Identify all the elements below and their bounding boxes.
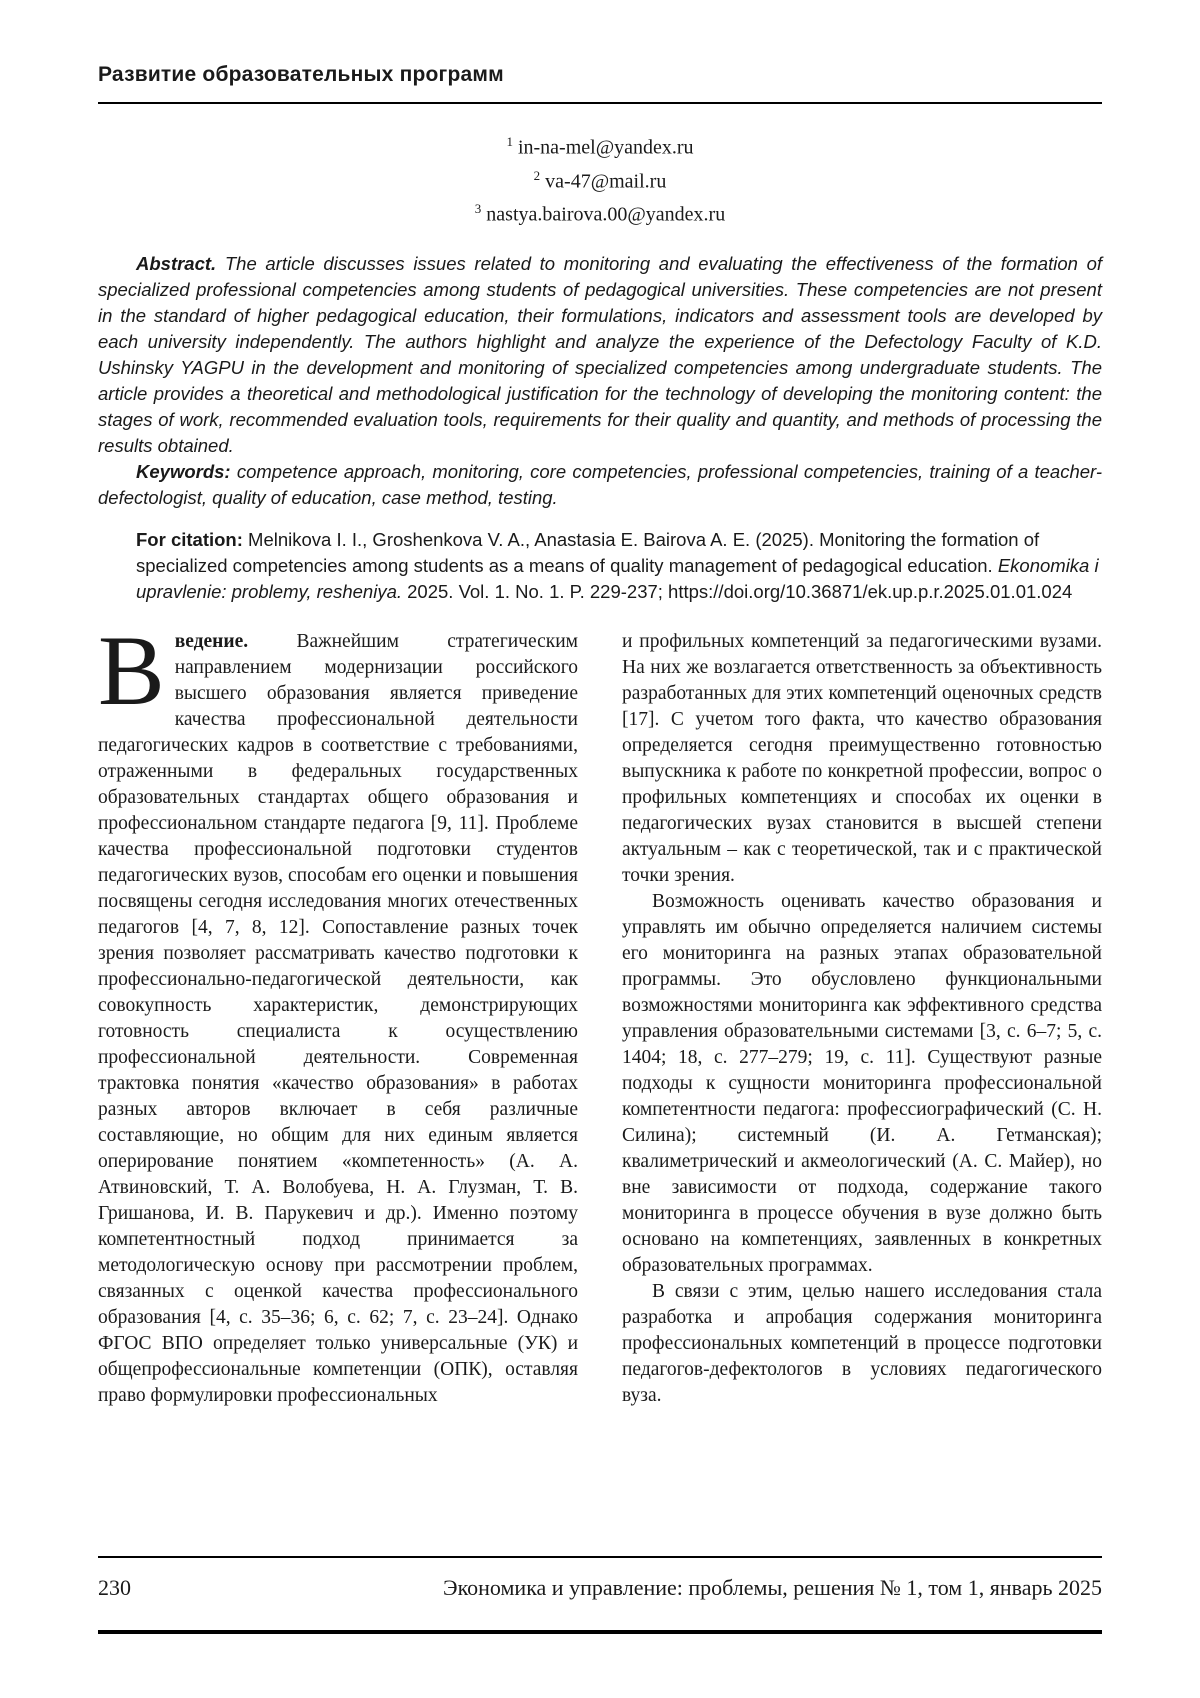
header-rule xyxy=(98,102,1102,104)
footer-rule-top xyxy=(98,1556,1102,1558)
body-paragraph: Возможность оценивать качество образования и управлять им обычно определяется наличием системы его мониторинга на разных этапах образовательной программы. Это обусловлено функциональными возможностями мониторинга как эффективного средства управления образовательными системами [3, с. 6–7; 5, с. 1404; 18, с. 277–279; 19, с. 11]. Существуют разные подходы к сущности мониторинга профессиональной компетентности педагога: профессиографический (С. Н. Силина); системный (И. А. Гетманская); квалиметрический и акмеологический (А. С. Майер), но вне зависимости от подхода, содержание такого мониторинга в процессе обучения в вузе должно быть основано на компетенциях, заявленных в конкретных образовательных программах. xyxy=(622,890,1102,1276)
abstract-block xyxy=(98,251,1102,511)
body-paragraph: В связи с этим, целью нашего исследования стала разработка и апробация содержания мониторинга профессиональных компетенций в процессе подготовки педагогов-дефектологов в условиях педагогического вуза. xyxy=(622,1280,1102,1406)
body-right-column xyxy=(622,629,1102,1409)
citation-label: For citation: xyxy=(136,528,243,550)
email-address: in-na-mel@yandex.ru xyxy=(517,136,694,159)
article-body xyxy=(98,614,1102,1409)
keywords-text: competence approach, monitoring, core competencies, professional competencies, training of a teacher-defectologist, quality of education, case method, testing. xyxy=(98,460,1103,508)
author-email xyxy=(98,128,1102,162)
citation-paragraph xyxy=(136,527,1102,605)
section-title: Развитие образовательных программ xyxy=(98,63,504,86)
email-footnote-marker: 2 xyxy=(533,167,541,183)
citation-authors-title: Melnikova I. I., Groshenkova V. A., Anastasia E. Bairova A. E. (2025). Monitoring the formation of specialized competencies among students as a means of quality management of pedagogical education. xyxy=(136,528,1040,576)
abstract-text: The article discusses issues related to monitoring and evaluating the effectiveness of the formation of specialized professional competencies among students of pedagogical universities. These competencies are not present in the standard of higher pedagogical education, their formulations, indicators and assessment tools are developed by each university independently. The authors highlight and analyze the experience of the Defectology Faculty of K.D. Ushinsky YAGPU in the development and monitoring of specialized competencies among undergraduate students. The article provides a theoretical and methodological justification for the technology of developing the monitoring content: the stages of work, recommended evaluation tools, requirements for their quality and quantity, and methods of processing the results obtained. xyxy=(98,252,1103,456)
email-footnote-marker: 3 xyxy=(474,201,482,217)
keywords-paragraph xyxy=(98,459,1102,511)
abstract-label: Abstract. xyxy=(136,252,217,274)
abstract-paragraph xyxy=(98,251,1102,459)
citation-issue-doi: 2025. Vol. 1. No. 1. P. 229-237; https://doi.org/10.36871/ek.up.p.r.2025.01.01.024 xyxy=(407,580,1073,602)
author-email xyxy=(98,195,1102,229)
dropcap-letter: В xyxy=(98,614,165,726)
email-footnote-marker: 1 xyxy=(506,134,513,149)
citation-journal-name: Ekonomika i upravlenie: problemy, resheniya. xyxy=(136,554,1099,602)
body-paragraph: и профильных компетенций за педагогическими вузами. На них же возлагается ответственность за объективность разработанных для этих компетенций оценочных средств [17]. С учетом того факта, что качество образования определяется сегодня преимущественно готовностью выпускника к работе по конкретной профессии, вопрос о профильных компетенциях и способах их оценки в педагогических вузах становится в высшей степени актуальным – как с теоретической, так и с практической точки зрения. xyxy=(622,630,1102,886)
footer-page-number: 230 xyxy=(98,1575,131,1600)
footer xyxy=(98,1574,1102,1602)
keywords-label: Keywords: xyxy=(136,460,231,482)
intro-run-in-word: ведение. xyxy=(174,630,249,652)
body-left-column xyxy=(98,614,579,1409)
email-address: va-47@mail.ru xyxy=(545,170,667,193)
author-email xyxy=(98,162,1102,196)
intro-paragraph xyxy=(98,614,579,1409)
email-address: nastya.bairova.00@yandex.ru xyxy=(486,203,726,226)
intro-paragraph-text: Важнейшим стратегическим направлением модернизации российского высшего образования является приведение качества профессиональной деятельности педагогических кадров в соответствие с требованиями, отраженными в федеральных государственных образовательных стандартах общего образования и профессиональном стандарте педагога [9, 11]. Проблеме качества профессиональной подготовки студентов педагогических вузов, способам его оценки и повышения посвящены сегодня исследования многих отечественных педагогов [4, 7, 8, 12]. Сопоставление разных точек зрения позволяет рассматривать качество подготовки к профессионально-педагогической деятельности, как совокупность характеристик, демонстрирующих готовность специалиста к осуществлению профессиональной деятельности. Современная трактовка понятия «качество образования» в работах разных авторов включает в себя различные составляющие, но общим для них единым является оперирование понятием «компетенность» (А. А. Атвиновский, Т. А. Волобуева, Н. А. Глузман, Т. В. Гришанова, И. В. Парукевич и др.). Именно поэтому компетентностный подход принимается за методологическую основу при рассмотрении проблем, связанных с оценкой качества профессионального образования [4, с. 35–36; 6, с. 62; 7, с. 23–24]. Однако ФГОС ВПО определяет только универсальные (УК) и общепрофессиональные компетенции (ОПК), оставляя право формулировки профессиональных xyxy=(98,630,579,1406)
footer-journal-title: Экономика и управление: проблемы, решения № 1, том 1, январь 2025 xyxy=(443,1575,1102,1600)
footer-rule-bottom xyxy=(98,1630,1102,1634)
author-emails xyxy=(98,128,1102,229)
